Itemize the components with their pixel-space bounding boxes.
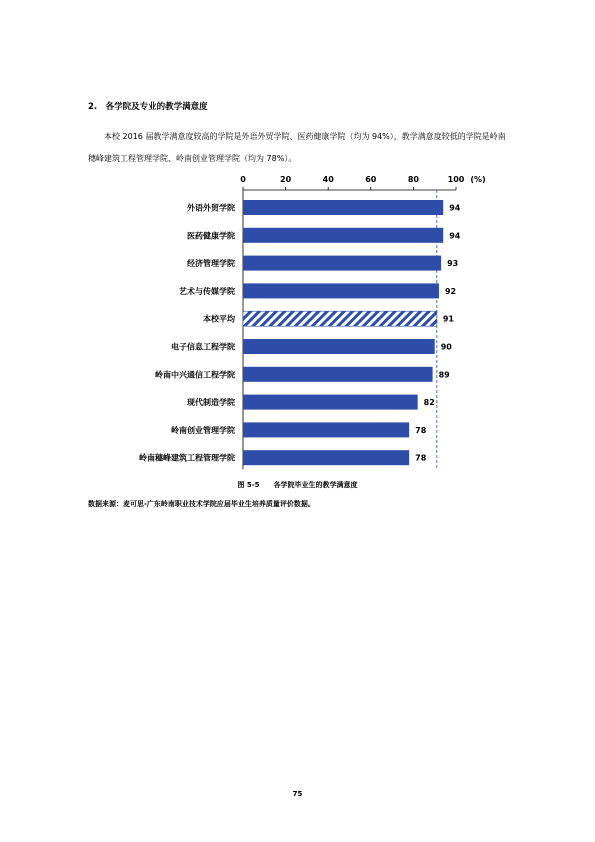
section-paragraph: 本校 2016 届教学满意度较高的学院是外语外贸学院、医药健康学院（均为 94%），教学满意度较低的学院是岭南穗峰建筑工程管理学院、岭南创业管理学院（均为 78%）。 [88, 132, 506, 163]
bar [243, 228, 443, 243]
bar [243, 311, 437, 326]
bar [243, 200, 443, 215]
value-label: 91 [442, 314, 454, 324]
value-label: 93 [447, 259, 459, 269]
category-label: 本校平均 [203, 314, 235, 324]
category-label: 医药健康学院 [187, 231, 235, 241]
bar [243, 367, 433, 382]
bar [243, 422, 409, 437]
value-label: 92 [444, 286, 457, 296]
category-label: 现代制造学院 [187, 398, 235, 408]
value-label: 89 [438, 370, 450, 380]
figure-caption: 图 5-5 各学院毕业生的教学满意度 [237, 481, 358, 489]
category-label: 外语外贸学院 [187, 203, 235, 213]
value-label: 78 [415, 425, 427, 435]
page-number: 75 [292, 790, 303, 798]
category-label: 艺术与传媒学院 [179, 286, 235, 296]
category-label: 岭南创业管理学院 [171, 425, 235, 435]
category-label: 岭南中兴通信工程学院 [155, 370, 235, 380]
x-tick-label: 60 [365, 175, 377, 184]
x-tick-label: 80 [407, 175, 419, 184]
value-label: 90 [440, 342, 452, 352]
x-tick-label: 20 [280, 175, 292, 184]
value-label: 82 [423, 398, 435, 408]
category-label: 经济管理学院 [187, 259, 235, 269]
data-source-note: 数据来源：麦可思-广东岭南职业技术学院应届毕业生培养质量评价数据。 [88, 500, 315, 508]
x-unit-label: (%) [470, 175, 486, 184]
category-label: 岭南穗峰建筑工程管理学院 [139, 453, 235, 463]
value-label: 78 [415, 453, 427, 463]
bar [243, 256, 441, 271]
bar [243, 395, 418, 410]
value-label: 94 [449, 203, 461, 213]
bar [243, 450, 409, 465]
bar [243, 283, 439, 298]
value-label: 94 [449, 231, 461, 241]
category-label: 电子信息工程学院 [171, 342, 235, 352]
x-tick-label: 40 [322, 175, 334, 184]
x-tick-label: 100 [447, 175, 465, 184]
bar [243, 339, 435, 354]
section-heading: 2. 各学院及专业的教学满意度 [88, 102, 208, 112]
x-tick-label: 0 [240, 175, 246, 184]
